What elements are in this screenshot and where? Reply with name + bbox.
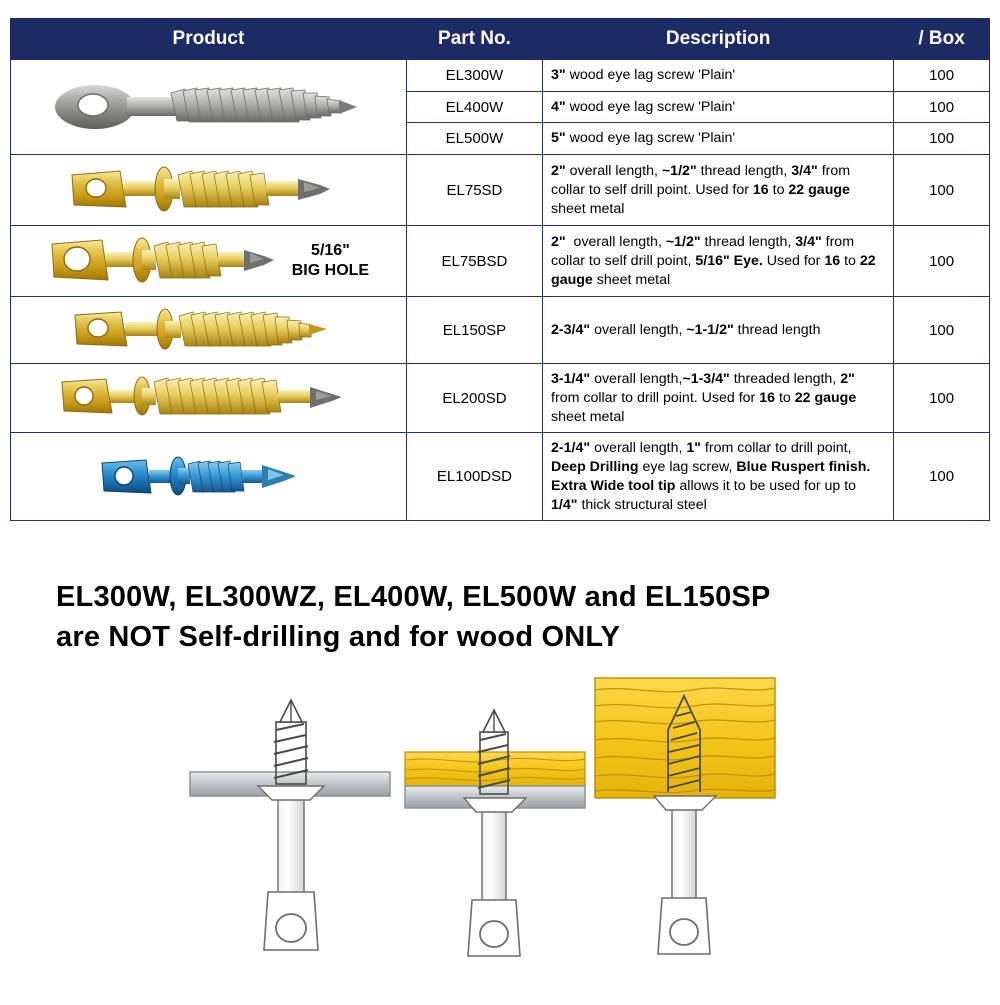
column-header-description: Description <box>543 19 894 60</box>
caption-line-1: EL300W, EL300WZ, EL400W, EL500W and EL150SP <box>56 581 771 613</box>
big-hole-label: 5/16" BIG HOLE <box>291 242 370 280</box>
table-body <box>11 60 990 521</box>
table-header-row <box>11 19 990 60</box>
gold-self-drill-eye-lag-screw-icon <box>68 159 348 221</box>
product-image-el200sd <box>11 364 407 433</box>
description-cell: 2" overall length, ~1/2" thread length, 3/4" from collar to self drill point. Used for 16 to 22 gauge sheet metal <box>543 155 894 226</box>
product-image-el150sp <box>11 297 407 364</box>
per-box-cell: 100 <box>894 433 990 521</box>
description-cell: 3" wood eye lag screw 'Plain' <box>543 60 894 92</box>
product-image-plain-steel <box>11 60 407 155</box>
product-spec-table <box>10 18 990 521</box>
diagram-panel-steel-only <box>190 700 390 950</box>
application-diagram-svg <box>0 660 1000 1000</box>
part-no-cell: EL75BSD <box>406 226 542 297</box>
per-box-cell: 100 <box>894 297 990 364</box>
part-no-cell: EL200SD <box>406 364 542 433</box>
product-image-inner <box>17 230 400 292</box>
product-image-inner <box>17 75 400 139</box>
per-box-cell: 100 <box>894 226 990 297</box>
table-row <box>11 60 990 92</box>
product-image-el100dsd <box>11 433 407 521</box>
description-cell: 2-1/4" overall length, 1" from collar to drill point, Deep Drilling eye lag screw, Blue Ruspert finish. Extra Wide tool tip allows it to be used for up to 1/4" thick structural steel <box>543 433 894 521</box>
caption-line-2: are NOT Self-drilling and for wood ONLY <box>56 620 621 653</box>
gold-long-self-drill-eye-lag-screw-icon <box>58 369 358 427</box>
diagram-panel-wood-only <box>595 678 775 954</box>
part-no-cell: EL100DSD <box>406 433 542 521</box>
per-box-cell: 100 <box>894 364 990 433</box>
per-box-cell: 100 <box>894 123 990 155</box>
description-cell: 3-1/4" overall length,~1-3/4" threaded length, 2" from collar to drill point. Used for 16 to 22 gauge sheet metal <box>543 364 894 433</box>
table-row <box>11 364 990 433</box>
part-no-cell: EL150SP <box>406 297 542 364</box>
description-cell: 4" wood eye lag screw 'Plain' <box>543 91 894 123</box>
gold-self-drill-big-hole-eye-lag-screw-icon <box>48 230 278 292</box>
part-no-cell: EL300W <box>406 60 542 92</box>
table-row <box>11 226 990 297</box>
product-image-inner <box>17 448 400 506</box>
table-header <box>11 19 990 60</box>
per-box-cell: 100 <box>894 155 990 226</box>
table-row <box>11 297 990 364</box>
product-image-el75bsd <box>11 226 407 297</box>
plain-steel-eye-lag-screw-icon <box>53 75 363 139</box>
description-cell: 5" wood eye lag screw 'Plain' <box>543 123 894 155</box>
column-header-part-no: Part No. <box>406 19 542 60</box>
product-image-el75sd <box>11 155 407 226</box>
gold-wood-point-eye-lag-screw-icon <box>71 301 346 359</box>
table-row <box>11 433 990 521</box>
table-row <box>11 155 990 226</box>
diagram-panel-steel-over-wood <box>405 710 585 956</box>
description-cell: 2" overall length, ~1/2" thread length, 3/4" from collar to self drill point, 5/16" Eye. Used for 16 to 22 gauge sheet metal <box>543 226 894 297</box>
part-no-cell: EL400W <box>406 91 542 123</box>
column-header-product: Product <box>11 19 407 60</box>
description-cell: 2-3/4" overall length, ~1-1/2" thread length <box>543 297 894 364</box>
column-header-per-box: / Box <box>894 19 990 60</box>
caption-block <box>56 578 956 657</box>
product-spec-table-wrapper <box>10 18 990 521</box>
product-image-inner <box>17 159 400 221</box>
per-box-cell: 100 <box>894 91 990 123</box>
product-image-inner <box>17 301 400 359</box>
application-diagram <box>0 660 1000 1000</box>
product-image-inner <box>17 369 400 427</box>
per-box-cell: 100 <box>894 60 990 92</box>
part-no-cell: EL75SD <box>406 155 542 226</box>
part-no-cell: EL500W <box>406 123 542 155</box>
blue-deep-drill-eye-lag-screw-icon <box>98 448 318 506</box>
